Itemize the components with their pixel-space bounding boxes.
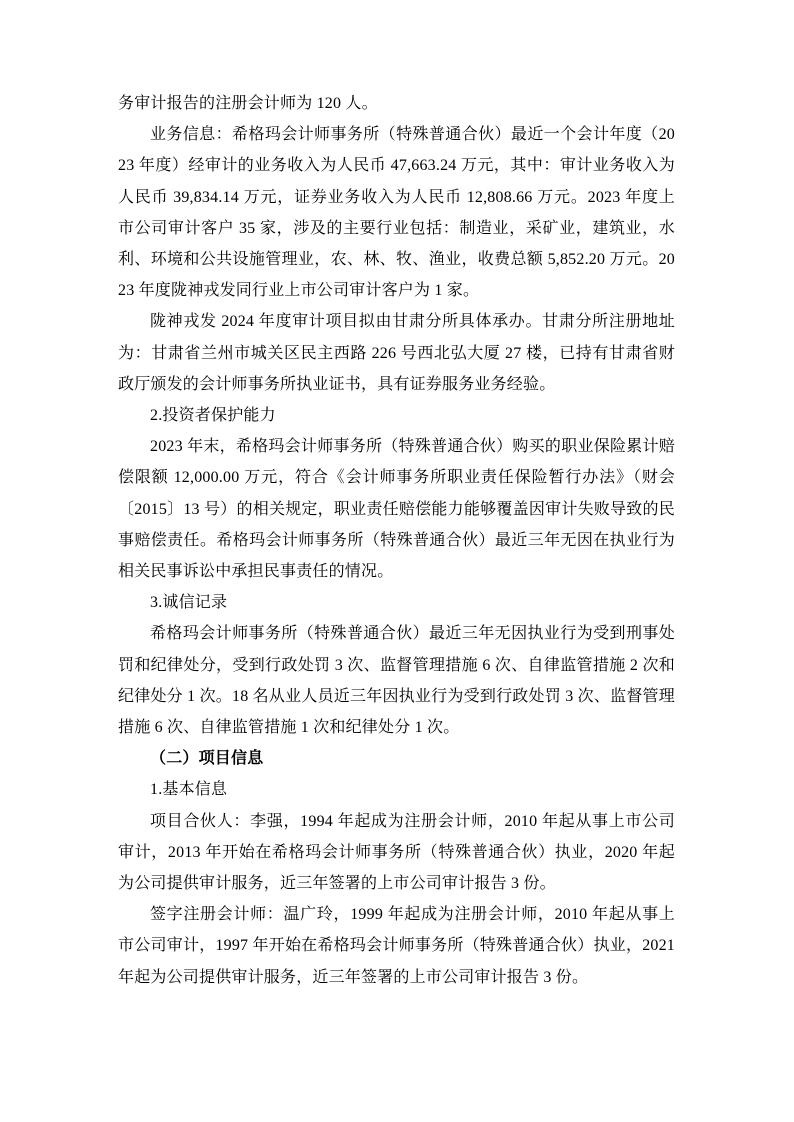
heading-basic-info: 1.基本信息	[150, 781, 228, 799]
paragraph-signing-cpa: 签字注册会计师：温广玲，1999 年起成为注册会计师，2010 年起从事上市公司审计，1997 年开始在希格玛会计师事务所（特殊普通合伙）执业，2021 年起为公司提供审计服务，近三年签署的上市公司审计报告 3 份。	[118, 906, 675, 986]
heading-investor-protection: 2.投资者保护能力	[150, 407, 276, 425]
paragraph-project-partner: 项目合伙人：李强，1994 年起成为注册会计师，2010 年起从事上市公司审计，2013 年开始在希格玛会计师事务所（特殊普通合伙）执业，2020 年起为公司提供审计服务，近三年签署的上市公司审计报告 3 份。	[118, 812, 675, 893]
paragraph-gansu-branch: 陇神戎发 2024 年度审计项目拟由甘肃分所具体承办。甘肃分所注册地址为：甘肃省兰州市城关区民主西路 226 号西北弘大厦 27 楼，已持有甘肃省财政厅颁发的会计师事务所执业证书，具有证券服务业务经验。	[118, 313, 675, 393]
document-body	[118, 88, 675, 993]
heading-integrity-record: 3.诚信记录	[150, 594, 228, 612]
paragraph-cpa-count-continuation: 务审计报告的注册会计师为 120 人。	[118, 95, 378, 112]
paragraph-integrity-details: 希格玛会计师事务所（特殊普通合伙）最近三年无因执业行为受到刑事处罚和纪律处分，受到行政处罚 3 次、监督管理措施 6 次、自律监管措施 2 次和纪律处分 1 次。18 名从业人员近三年因执业行为受到行政处罚 3 次、监督管理措施 6 次、自律监管措施 1 次和纪律处分 1 次。	[118, 625, 675, 737]
heading-project-info: （二）项目信息	[150, 750, 264, 768]
paragraph-business-info: 业务信息：希格玛会计师事务所（特殊普通合伙）最近一个会计年度（2023 年度）经审计的业务收入为人民币 47,663.24 万元，其中：审计业务收入为人民币 39,834.14 万元，证券业务收入为人民币 12,808.66 万元。2023 年度上市公司审计客户 35 家，涉及的主要行业包括：制造业，采矿业，建筑业，水利、环境和公共设施管理业，农、林、牧、渔业，收费总额 5,852.20 万元。2023 年度陇神戎发同行业上市公司审计客户为 1 家。	[118, 126, 675, 300]
paragraph-insurance: 2023 年末，希格玛会计师事务所（特殊普通合伙）购买的职业保险累计赔偿限额 12,000.00 万元，符合《会计师事务所职业责任保险暂行办法》（财会〔2015〕13 号）的相关规定，职业责任赔偿能力能够覆盖因审计失败导致的民事赔偿责任。希格玛会计师事务所（特殊普通合伙）最近三年无因在执业行为相关民事诉讼中承担民事责任的情况。	[118, 438, 675, 581]
